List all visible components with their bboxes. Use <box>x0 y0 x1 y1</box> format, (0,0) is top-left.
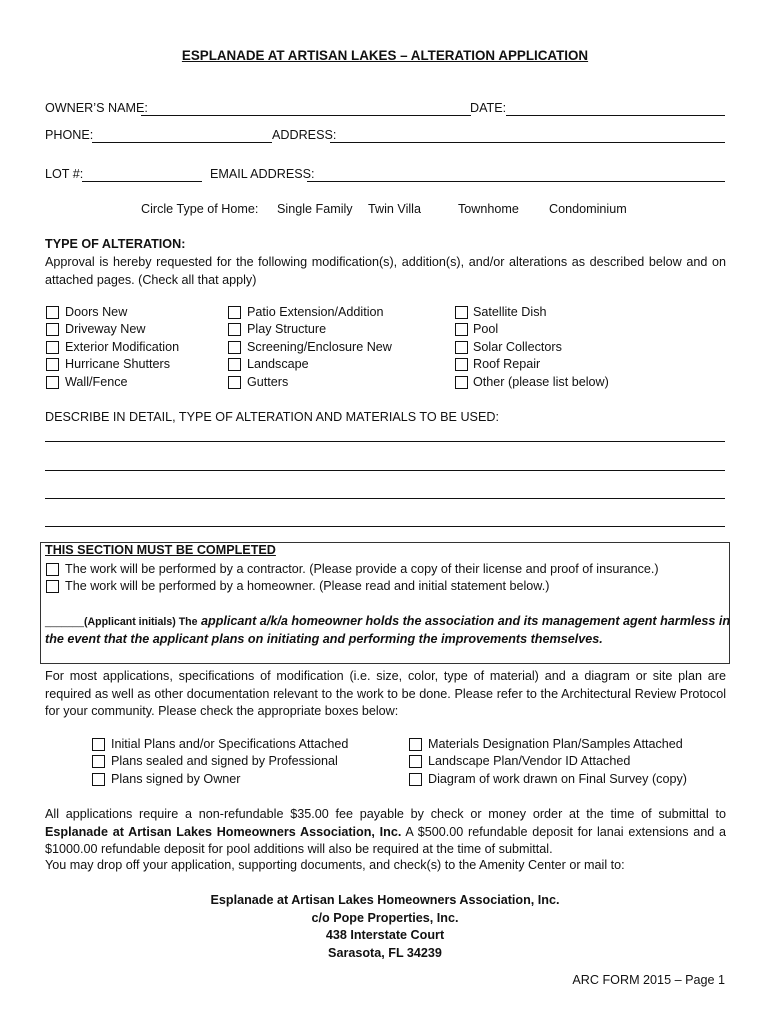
specs-intro: For most applications, specifications of modification (i.e. size, color, type of material) and a diagram or site plan are required as well as other documentation relevant to the work to be done. Please refer to the Architectural Review Protocol for your community. Please check the appropriate boxes below: <box>45 669 726 718</box>
home-type-townhome[interactable]: Townhome <box>458 202 519 216</box>
mailing-street: 438 Interstate Court <box>325 928 445 942</box>
home-type-single-family[interactable]: Single Family <box>277 202 353 216</box>
initials-label: (Applicant initials) The <box>83 616 198 628</box>
address-label: ADDRESS: <box>272 128 337 142</box>
lot-label: LOT #: <box>45 167 84 181</box>
alteration-heading: TYPE OF ALTERATION: <box>45 237 186 251</box>
email-label: EMAIL ADDRESS: <box>210 167 315 181</box>
describe-line-3[interactable] <box>45 498 725 499</box>
label-plans-signed-owner: Plans signed by Owner <box>111 772 241 786</box>
describe-line-1[interactable] <box>45 441 725 442</box>
checkbox-landscape-plan[interactable] <box>409 755 422 768</box>
fees-paragraph <box>45 806 726 859</box>
fees-part-2: A $500.00 refundable deposit for lanai extensions and a $1000.00 refundable deposit for pool additions will also be required at the time of submittal. <box>45 824 726 856</box>
checkbox-solar-collectors[interactable] <box>455 341 468 354</box>
label-materials-plan: Materials Designation Plan/Samples Attached <box>428 737 683 751</box>
fees-part-1: All applications require a non-refundable $35.00 fee payable by check or money order at the time of submittal to <box>45 807 726 821</box>
mailing-name: Esplanade at Artisan Lakes Homeowners Association, Inc. <box>210 893 560 907</box>
label-landscape: Landscape <box>247 357 309 371</box>
dropoff-text: You may drop off your application, supporting documents, and check(s) to the Amenity Center or mail to: <box>45 858 625 872</box>
checkbox-hurricane-shutters[interactable] <box>46 358 59 371</box>
label-exterior-modification: Exterior Modification <box>65 340 180 354</box>
statement-line-2: the event that the applicant plans on initiating and performing the improvements themselves. <box>45 632 603 646</box>
label-doors-new: Doors New <box>65 305 128 319</box>
label-wall-fence: Wall/Fence <box>65 375 128 389</box>
describe-label: DESCRIBE IN DETAIL, TYPE OF ALTERATION AND MATERIALS TO BE USED: <box>45 410 499 424</box>
checkbox-driveway-new[interactable] <box>46 323 59 336</box>
checkbox-play-structure[interactable] <box>228 323 241 336</box>
label-roof-repair: Roof Repair <box>473 357 541 371</box>
phone-label: PHONE: <box>45 128 94 142</box>
date-label: DATE: <box>470 101 507 115</box>
label-driveway-new: Driveway New <box>65 322 146 336</box>
mailing-city: Sarasota, FL 34239 <box>328 946 442 960</box>
home-type-twin-villa[interactable]: Twin Villa <box>368 202 421 216</box>
statement-line-1: applicant a/k/a homeowner holds the association and its management agent harmless in <box>201 614 731 628</box>
checkbox-doors-new[interactable] <box>46 306 59 319</box>
phone-field[interactable] <box>92 142 272 143</box>
checkbox-screening-enclosure[interactable] <box>228 341 241 354</box>
checkbox-wall-fence[interactable] <box>46 376 59 389</box>
fees-association-name: Esplanade at Artisan Lakes Homeowners Association, Inc. <box>45 824 402 839</box>
email-field[interactable] <box>307 181 725 182</box>
checkbox-other[interactable] <box>455 376 468 389</box>
label-pool: Pool <box>473 322 499 336</box>
label-patio-extension: Patio Extension/Addition <box>247 305 384 319</box>
describe-line-4[interactable] <box>45 526 725 527</box>
label-homeowner: The work will be performed by a homeowner. (Please read and initial statement below.) <box>65 579 550 593</box>
checkbox-diagram-survey[interactable] <box>409 773 422 786</box>
label-gutters: Gutters <box>247 375 289 389</box>
home-type-label: Circle Type of Home: <box>141 202 259 216</box>
checkbox-initial-plans[interactable] <box>92 738 105 751</box>
mailing-care-of: c/o Pope Properties, Inc. <box>311 911 459 925</box>
label-solar-collectors: Solar Collectors <box>473 340 562 354</box>
label-satellite-dish: Satellite Dish <box>473 305 547 319</box>
label-play-structure: Play Structure <box>247 322 327 336</box>
address-field[interactable] <box>330 142 725 143</box>
label-plans-sealed: Plans sealed and signed by Professional <box>111 754 338 768</box>
checkbox-exterior-modification[interactable] <box>46 341 59 354</box>
checkbox-contractor[interactable] <box>46 563 59 576</box>
checkbox-plans-signed-owner[interactable] <box>92 773 105 786</box>
checkbox-plans-sealed[interactable] <box>92 755 105 768</box>
initials-blank[interactable]: _______ <box>45 617 84 628</box>
label-hurricane-shutters: Hurricane Shutters <box>65 357 170 371</box>
label-initial-plans: Initial Plans and/or Specifications Attached <box>111 737 349 751</box>
page-footer: ARC FORM 2015 – Page 1 <box>572 973 725 987</box>
initials-statement-line-1 <box>45 614 730 628</box>
lot-field[interactable] <box>82 181 202 182</box>
alteration-intro: Approval is hereby requested for the following modification(s), addition(s), and/or alterations as described below and on attached pages. (Check all that apply) <box>45 255 726 287</box>
label-contractor: The work will be performed by a contractor. (Please provide a copy of their license and proof of insurance.) <box>65 562 659 576</box>
checkbox-patio-extension[interactable] <box>228 306 241 319</box>
owners-name-field[interactable] <box>141 115 471 116</box>
checkbox-pool[interactable] <box>455 323 468 336</box>
label-landscape-plan: Landscape Plan/Vendor ID Attached <box>428 754 631 768</box>
describe-line-2[interactable] <box>45 470 725 471</box>
form-title: ESPLANADE AT ARTISAN LAKES – ALTERATION APPLICATION <box>181 48 589 63</box>
checkbox-materials-plan[interactable] <box>409 738 422 751</box>
checkbox-satellite-dish[interactable] <box>455 306 468 319</box>
checkbox-gutters[interactable] <box>228 376 241 389</box>
owners-name-label: OWNER’S NAME: <box>45 101 148 115</box>
checkbox-landscape[interactable] <box>228 358 241 371</box>
home-type-condominium[interactable]: Condominium <box>549 202 627 216</box>
label-diagram-survey: Diagram of work drawn on Final Survey (copy) <box>428 772 687 786</box>
checkbox-homeowner[interactable] <box>46 580 59 593</box>
required-section-heading: THIS SECTION MUST BE COMPLETED <box>45 543 276 557</box>
date-field[interactable] <box>506 115 725 116</box>
checkbox-roof-repair[interactable] <box>455 358 468 371</box>
label-screening-enclosure: Screening/Enclosure New <box>247 340 392 354</box>
label-other: Other (please list below) <box>473 375 609 389</box>
